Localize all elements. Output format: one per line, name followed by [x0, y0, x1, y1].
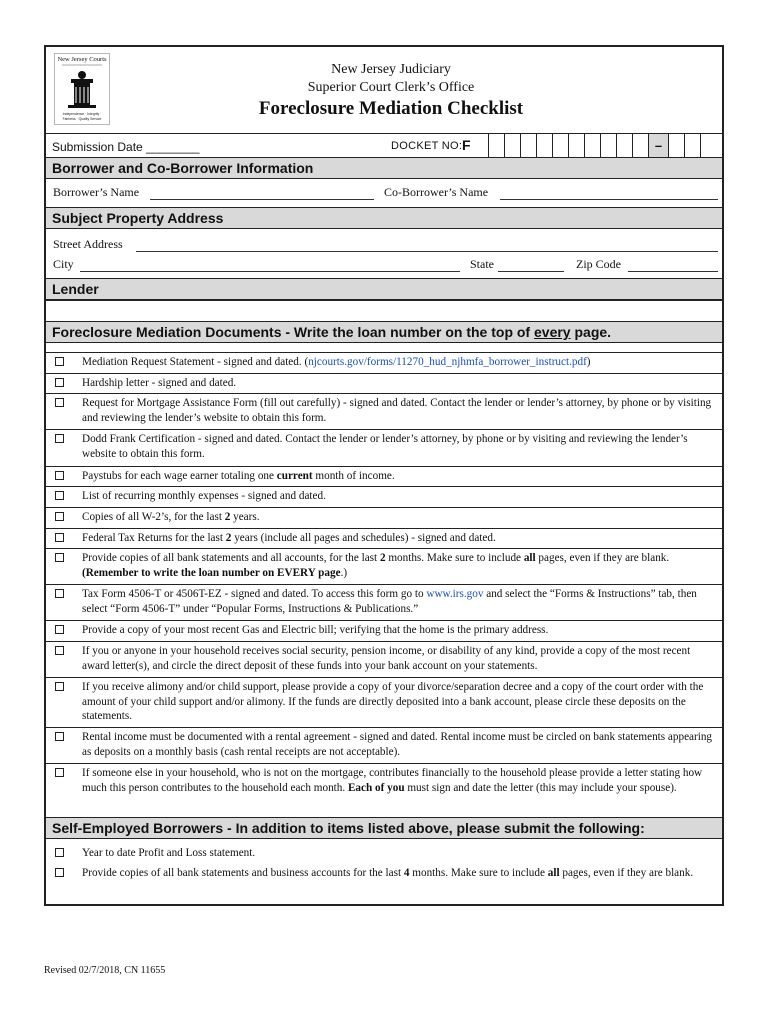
checkbox[interactable]	[55, 589, 64, 598]
lender-input[interactable]	[46, 300, 722, 319]
item-text: Provide copies of all bank statements and all accounts, for the last 2 months. Make sure to include all pages, even if they are blank. (Remember to write the loan number on EVERY page.)	[82, 552, 670, 579]
docket-box[interactable]	[504, 134, 520, 158]
form-header	[46, 47, 722, 133]
docket-box[interactable]	[568, 134, 584, 158]
item-text: Rental income must be documented with a rental agreement - signed and dated. Rental income must be circled on bank statements appearing as deposits on a monthly basis (cash rental receipts are not acceptable).	[82, 731, 713, 758]
borrower-name-input[interactable]	[150, 199, 374, 200]
item-text: Tax Form 4506-T or 4506T-EZ - signed and dated. To access this form go to www.irs.gov and select the “Forms & Instructions” tab, then select “Form 4506-T” under “Popular Forms, Instructions & Publications.”	[82, 588, 697, 615]
checkbox[interactable]	[55, 471, 64, 480]
checkbox[interactable]	[55, 491, 64, 500]
docket-box[interactable]	[684, 134, 700, 158]
checkbox[interactable]	[55, 398, 64, 407]
njcourts-form-link[interactable]: njcourts.gov/forms/11270_hud_njhmfa_borrower_instruct.pdf	[308, 356, 587, 368]
docket-box[interactable]	[584, 134, 600, 158]
item-text: List of recurring monthly expenses - signed and dated.	[82, 490, 326, 502]
docket-box[interactable]	[552, 134, 568, 158]
street-address-input[interactable]	[136, 251, 718, 252]
item-text: Mediation Request Statement - signed and dated. (njcourts.gov/forms/11270_hud_njhmfa_borrower_instruct.pdf)	[82, 356, 591, 368]
checkbox[interactable]	[55, 378, 64, 387]
checklist-item	[46, 641, 722, 677]
revision-footer: Revised 02/7/2018, CN 11655	[44, 965, 166, 976]
item-text: If you receive alimony and/or child support, please provide a copy of your divorce/separation decree and a copy of the court order with the amount of your child support and/or alimony. If the funds are directly deposited into a bank account, please circle these deposits on the statements.	[82, 681, 704, 722]
item-text: Request for Mortgage Assistance Form (fill out carefully) - signed and dated. Contact the lender or lender’s attorney, by phone or by visiting and reviewing the lender’s website to obtain this form.	[82, 397, 712, 424]
documents-section-header	[46, 321, 722, 343]
checklist-item	[46, 620, 722, 641]
checklist-item	[46, 844, 722, 864]
checkbox[interactable]	[55, 682, 64, 691]
docket-box[interactable]	[616, 134, 632, 158]
coborrower-name-label: Co-Borrower’s Name	[384, 185, 489, 199]
checklist-item	[46, 548, 722, 584]
docket-label: DOCKET NO:	[391, 140, 463, 152]
item-text: If someone else in your household, who is not on the mortgage, contributes financially to the household please provide a letter stating how much this person contributes to the household each month. Each of you must sign and date the letter (this may include your spouse).	[82, 767, 703, 794]
lender-section-header: Lender	[46, 278, 722, 300]
checklist-item	[46, 352, 722, 373]
documents-title-pre: Foreclosure Mediation Documents - Write the loan number on the top of	[52, 324, 534, 340]
item-text: Provide copies of all bank statements and business accounts for the last 4 months. Make sure to include all pages, even if they are blank.	[82, 867, 694, 879]
item-text: Dodd Frank Certification - signed and dated. Contact the lender or lender’s attorney, by phone or by visiting and reviewing the lender’s website to obtain this form.	[82, 433, 688, 460]
item-text: Federal Tax Returns for the last 2 years (include all pages and schedules) - signed and dated.	[82, 532, 496, 544]
borrower-section-header: Borrower and Co-Borrower Information	[46, 157, 722, 179]
docket-box[interactable]	[632, 134, 648, 158]
checklist-item	[46, 429, 722, 466]
checklist-item	[46, 864, 722, 902]
checklist-item	[46, 373, 722, 393]
self-employed-section-header: Self-Employed Borrowers - In addition to items listed above, please submit the following:	[46, 817, 722, 839]
nj-courts-logo	[54, 53, 110, 125]
checklist-item	[46, 763, 722, 815]
checklist-item	[46, 466, 722, 486]
checkbox[interactable]	[55, 868, 64, 877]
checkbox[interactable]	[55, 357, 64, 366]
irs-link[interactable]: www.irs.gov	[426, 588, 484, 600]
clerk-office: Superior Court Clerk’s Office	[307, 80, 475, 95]
docket-prefix: F	[462, 137, 471, 153]
docket-box[interactable]	[520, 134, 536, 158]
docket-dash: –	[648, 134, 668, 158]
zip-code-label: Zip Code	[576, 257, 621, 271]
checkbox[interactable]	[55, 646, 64, 655]
checklist-item	[46, 528, 722, 548]
svg-text:Independence · Integrity ·: Independence · Integrity ·	[62, 112, 102, 116]
checkbox[interactable]	[55, 553, 64, 562]
docket-box[interactable]	[488, 134, 504, 158]
city-label: City	[53, 257, 74, 271]
checklist-item	[46, 486, 722, 507]
item-text: Copies of all W-2’s, for the last 2 years.	[82, 511, 260, 523]
docket-box[interactable]	[668, 134, 684, 158]
svg-text:New Jersey Courts: New Jersey Courts	[57, 56, 107, 63]
documents-title-post: page.	[570, 324, 612, 340]
street-address-label: Street Address	[53, 237, 123, 251]
docket-box[interactable]	[700, 134, 722, 158]
checklist-item	[46, 727, 722, 763]
checkbox[interactable]	[55, 768, 64, 777]
zip-code-input[interactable]	[628, 271, 718, 272]
svg-text:Fairness · Quality Service: Fairness · Quality Service	[62, 117, 102, 121]
property-section-header: Subject Property Address	[46, 207, 722, 229]
checklist-item	[46, 584, 722, 620]
borrower-name-label: Borrower’s Name	[53, 185, 140, 199]
city-input[interactable]	[80, 271, 460, 272]
item-text: If you or anyone in your household receives social security, pension income, or disability of any kind, provide a copy of the most recent award letter(s), and circle the direct deposit of these funds into your bank account on your statements.	[82, 645, 691, 672]
submission-date-field[interactable]: Submission Date ________	[52, 140, 200, 154]
checkbox[interactable]	[55, 512, 64, 521]
checklist-item	[46, 507, 722, 528]
coborrower-name-input[interactable]	[500, 199, 718, 200]
checkbox[interactable]	[55, 732, 64, 741]
documents-title-emphasis: every	[534, 324, 571, 340]
judiciary-name: New Jersey Judiciary	[331, 62, 451, 77]
state-input[interactable]	[498, 271, 564, 272]
item-text: Year to date Profit and Loss statement.	[82, 847, 256, 859]
item-text: Paystubs for each wage earner totaling one current month of income.	[82, 470, 395, 482]
item-text: Hardship letter - signed and dated.	[82, 377, 237, 389]
checkbox[interactable]	[55, 625, 64, 634]
item-text: Provide a copy of your most recent Gas and Electric bill; verifying that the home is the primary address.	[82, 624, 549, 636]
checklist-item	[46, 677, 722, 727]
checkbox[interactable]	[55, 848, 64, 857]
checklist-item	[46, 393, 722, 429]
checklist-form	[44, 45, 724, 906]
docket-box[interactable]	[536, 134, 552, 158]
checkbox[interactable]	[55, 434, 64, 443]
page-title: Foreclosure Mediation Checklist	[258, 98, 524, 119]
docket-box[interactable]	[600, 134, 616, 158]
submission-row	[46, 133, 722, 158]
state-label: State	[470, 257, 494, 271]
checkbox[interactable]	[55, 533, 64, 542]
